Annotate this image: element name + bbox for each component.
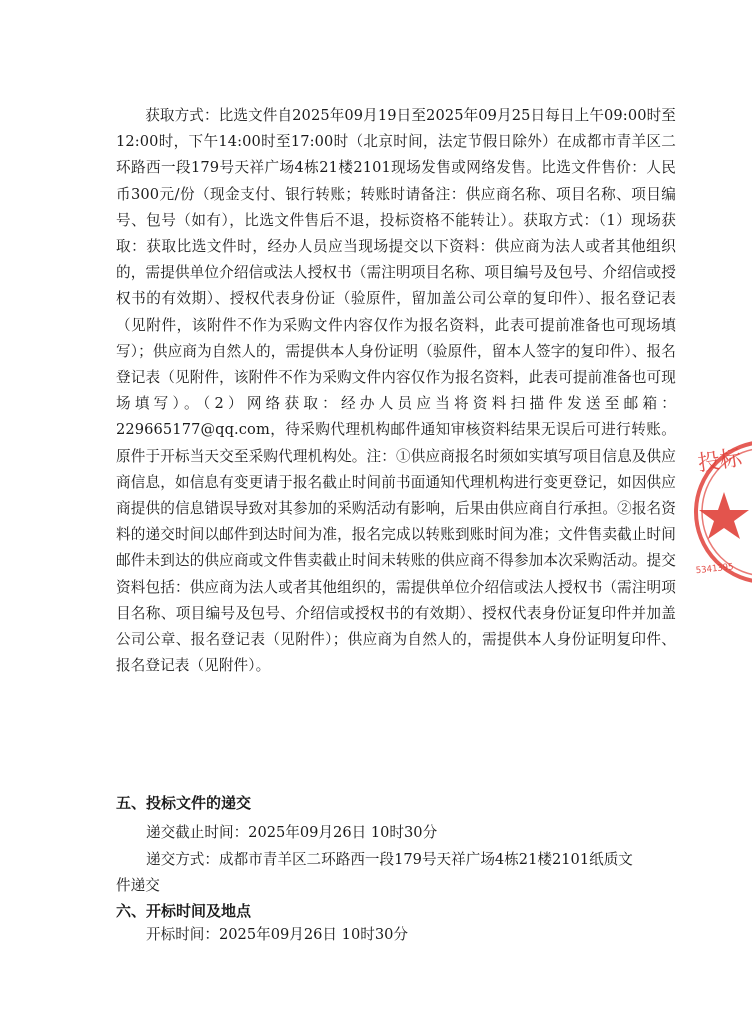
company-seal xyxy=(688,432,752,592)
seal-text: 投标 xyxy=(696,445,744,477)
section-6-heading: 六、开标时间及地点 xyxy=(116,902,252,920)
submission-deadline: 递交截止时间：2025年09月26日 10时30分 xyxy=(146,824,438,841)
section-5-heading: 五、投标文件的递交 xyxy=(116,794,252,812)
opening-time: 开标时间：2025年09月26日 10时30分 xyxy=(146,926,408,943)
submission-method-line1: 递交方式：成都市青羊区二环路西一段179号天祥广场4栋21楼2101纸质文 xyxy=(146,851,633,868)
acquisition-paragraph: 获取方式：比选文件自2025年09月19日至2025年09月25日每日上午09:00时至12:00时，下午14:00时至17:00时（北京时间，法定节假日除外）在成都市青羊区二环路西一段179号天祥广场4栋21楼2101现场发售或网络发售。比选文件售价：人民币300元/份（现金支付、银行转账；转账时请备注：供应商名称、项目名称、项目编号、包号（如有），比选文件售后不退，投标资格不能转让）。获取方式：（1）现场获取：获取比选文件时，经办人员应当现场提交以下资料：供应商为法人或者其他组织的，需提供单位介绍信或法人授权书（需注明项目名称、项目编号及包号、介绍信或授权书的有效期）、授权代表身份证（验原件，留加盖公司公章的复印件）、报名登记表（见附件，该附件不作为采购文件内容仅作为报名资料，此表可提前准备也可现场填写）；供应商为自然人的，需提供本人身份证明（验原件，留本人签字的复印件）、报名登记表（见附件，该附件不作为采购文件内容仅作为报名资料，此表可提前准备也可现场填写）。（2）网络获取：经办人员应当将资料扫描件发送至邮箱：229665177@qq.com，待采购代理机构邮件通知审核资料结果无误后可进行转账。原件于开标当天交至采购代理机构处。注：①供应商报名时须如实填写项目信息及供应商信息，如信息有变更请于报名截止时间前书面通知代理机构进行变更登记，如因供应商提供的信息错误导致对其参加的采购活动有影响，后果由供应商自行承担。②报名资料的递交时间以邮件到达时间为准，报名完成以转账到账时间为准；文件售卖截止时间邮件未到达的供应商或文件售卖截止时间未转账的供应商不得参加本次采购活动。提交资料包括：供应商为法人或者其他组织的，需提供单位介绍信或法人授权书（需注明项目名称、项目编号及包号、介绍信或授权书的有效期）、授权代表身份证复印件并加盖公司公章、报名登记表（见附件）；供应商为自然人的，需提供本人身份证明复印件、报名登记表（见附件）。 xyxy=(116,107,676,675)
seal-number: 5341395 xyxy=(695,562,735,577)
submission-method-line2: 件递交 xyxy=(116,877,160,894)
seal-star-icon xyxy=(699,492,749,539)
